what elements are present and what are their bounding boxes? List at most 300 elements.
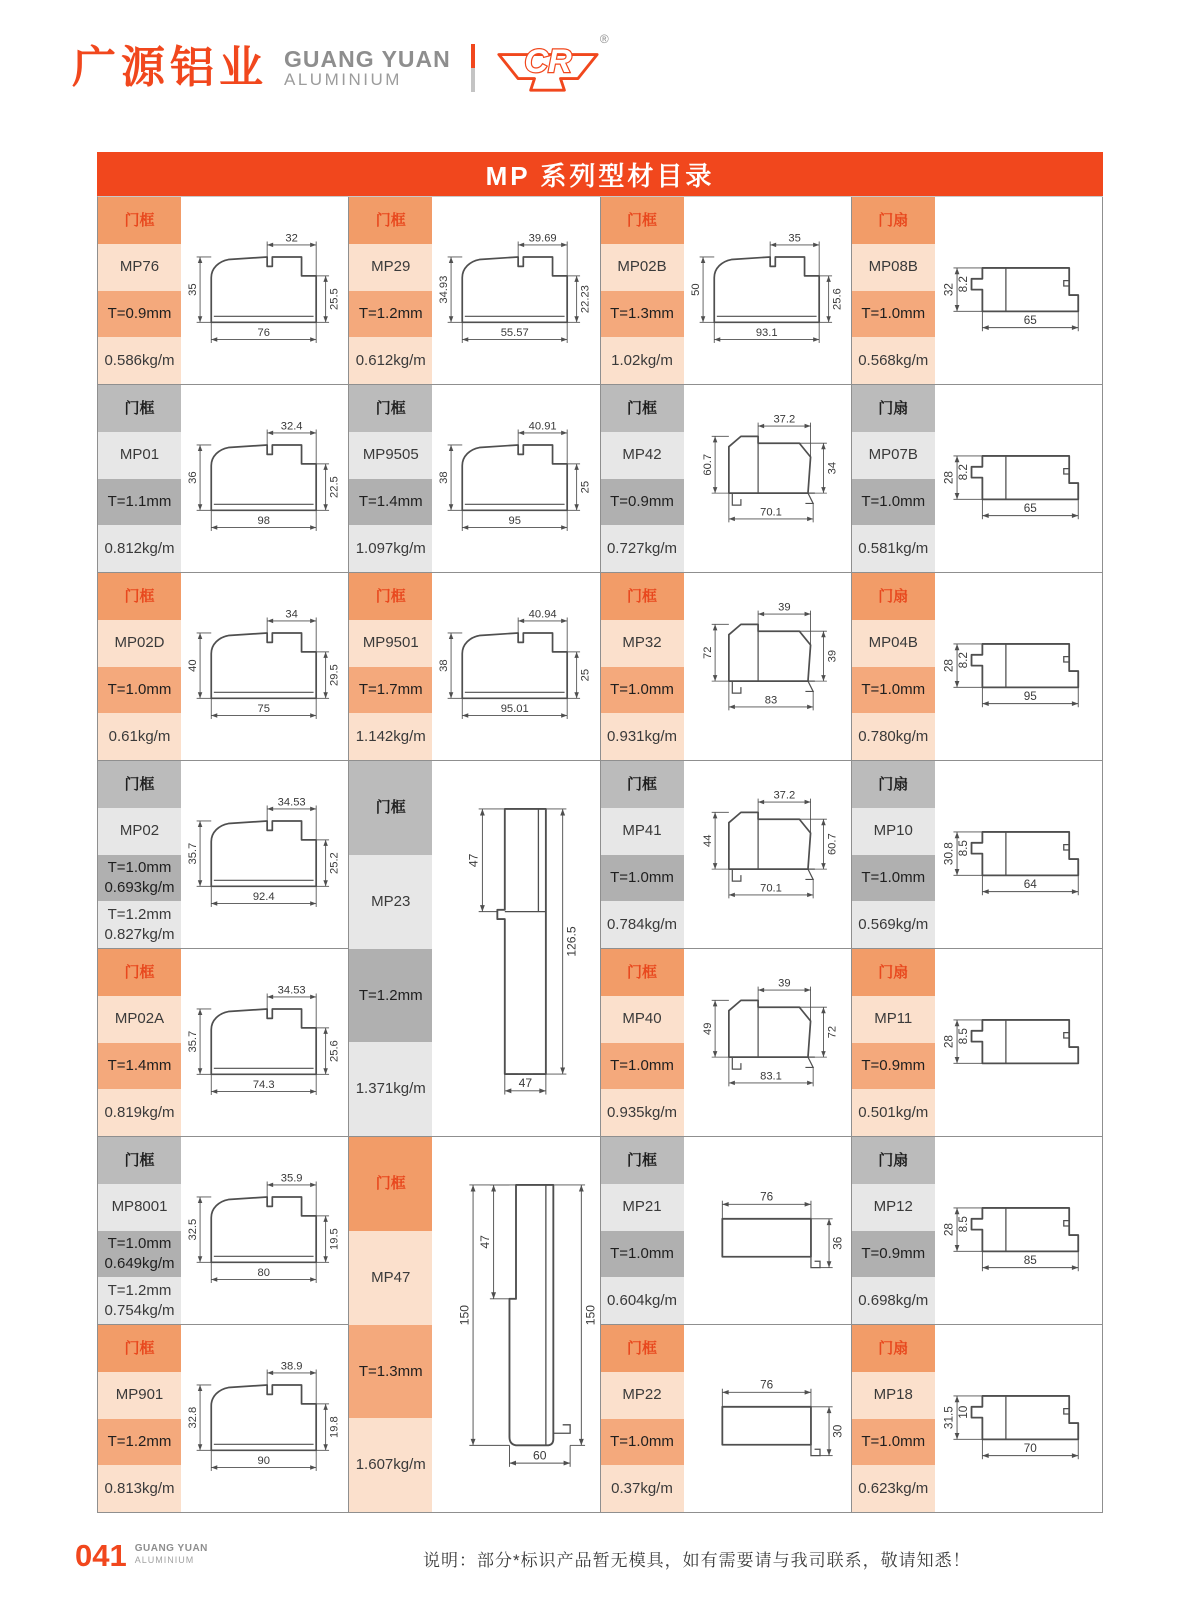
profile-type-label: 门框: [601, 197, 684, 244]
dimension-label: 37.2: [772, 790, 795, 802]
model-code: MP02: [98, 808, 181, 855]
label-column: [852, 1325, 935, 1512]
weight-cell: [601, 713, 684, 760]
footer-brand-name: GUANG YUAN: [134, 1543, 208, 1554]
cell3-line: T=1.4mm: [107, 1057, 172, 1075]
profile-type-label: 门框: [601, 949, 684, 996]
profile-outline: [728, 812, 810, 869]
label-column: [852, 385, 935, 572]
dimension-label: 32.4: [280, 420, 303, 433]
weight-cell: [601, 1089, 684, 1136]
profile-outline: [211, 257, 316, 322]
cell3-line: T=1.3mm: [610, 305, 674, 323]
dimension-label: 25: [579, 668, 592, 682]
model-code: MP23: [349, 855, 432, 949]
cell4-line: 0.698kg/m: [858, 1291, 929, 1309]
cell3-line: T=1.0mm: [610, 1245, 674, 1263]
label-column: [601, 197, 684, 384]
dimension-label: 29.5: [328, 664, 341, 686]
model-code: MP32: [601, 620, 684, 667]
model-code: MP41: [601, 808, 684, 855]
dimension-label: 10: [956, 1405, 970, 1419]
label-column: [98, 761, 181, 948]
model-code: MP40: [601, 996, 684, 1043]
brand-logo-chinese: 广源铝业: [72, 43, 268, 92]
profile-cross-section: [684, 790, 852, 919]
label-column: [601, 761, 684, 948]
thickness-cell: [852, 479, 935, 526]
cell3-line: T=1.2mm: [358, 986, 423, 1004]
profile-cross-section: [935, 803, 1103, 907]
thickness-cell: [852, 291, 935, 338]
model-code: MP08B: [852, 244, 935, 291]
product-entry-mp32: [601, 573, 852, 761]
product-entry-mp9501: [349, 573, 600, 761]
profile-cross-section: [181, 226, 349, 355]
dimension-label: 90: [257, 1455, 270, 1468]
profile-outline: [714, 257, 819, 322]
dimension-label: 39: [826, 649, 839, 663]
thickness-cell: [601, 855, 684, 902]
cell3-line: 0.649kg/m: [104, 1254, 175, 1272]
model-code: MP04B: [852, 620, 935, 667]
profile-type-label: 门扇: [852, 1325, 935, 1372]
dimension-label: 55.57: [500, 327, 529, 340]
logo-divider: [471, 44, 475, 92]
product-entry-mp02b: [601, 197, 852, 385]
profile-cross-section: [684, 414, 852, 543]
profile-drawing: [432, 573, 600, 760]
weight-cell: [601, 525, 684, 572]
dimension-label: 8.2: [956, 651, 970, 668]
thickness-cell: [601, 1231, 684, 1278]
dimension-label: 70: [1023, 1441, 1037, 1455]
weight-cell: [349, 1042, 432, 1136]
profile-drawing: [935, 197, 1103, 384]
cell3-line: T=1.0mm: [861, 1433, 926, 1451]
cell4-line: 0.754kg/m: [104, 1301, 175, 1319]
cell3-line: T=1.0mm: [861, 493, 926, 511]
profile-cross-section: [684, 1367, 852, 1471]
profile-outline: [971, 267, 1078, 310]
weight-cell: [349, 1418, 432, 1512]
profile-outline: [971, 1395, 1078, 1438]
dimension-label: 92.4: [252, 891, 275, 904]
dimension-label: 65: [1023, 501, 1037, 515]
profile-outline: [211, 821, 316, 886]
thickness-cell: [601, 667, 684, 714]
dimension-label: 32: [285, 232, 298, 245]
profile-cross-section: [181, 602, 349, 731]
dimension-label: 40: [186, 659, 199, 672]
dimension-label: 38: [438, 659, 451, 672]
dimension-label: 93.1: [755, 327, 778, 340]
profile-cross-section: [181, 978, 349, 1107]
cell3-line: 0.693kg/m: [104, 878, 175, 896]
model-code: MP901: [98, 1372, 181, 1419]
profile-type-label: 门框: [601, 385, 684, 432]
profile-drawing: [181, 197, 349, 384]
profile-outline: [211, 1385, 316, 1450]
profile-drawing: [684, 1325, 852, 1512]
thickness-cell: [98, 667, 181, 714]
profile-outline: [728, 1000, 810, 1057]
dimension-label: 34.53: [277, 796, 306, 809]
cell4-line: 1.097kg/m: [355, 539, 426, 557]
cell4-line: 0.819kg/m: [104, 1103, 175, 1121]
dimension-label: 150: [583, 1305, 598, 1326]
dimension-label: 34.53: [277, 984, 306, 997]
cell4-line: 1.371kg/m: [355, 1080, 426, 1098]
profile-type-label: 门框: [98, 573, 181, 620]
profile-drawing: [684, 1137, 852, 1324]
dimension-label: 35: [186, 283, 199, 296]
page-footer: [75, 1540, 1125, 1600]
cell4-line: T=1.2mm: [107, 906, 172, 924]
dimension-label: 47: [518, 1076, 533, 1091]
weight-cell: [852, 525, 935, 572]
cell4-line: 0.604kg/m: [606, 1291, 678, 1309]
footer-brand-subtitle: ALUMINIUM: [134, 1554, 195, 1565]
dimension-label: 22.23: [579, 285, 592, 314]
catalog-title: MP 系列型材目录: [97, 152, 1103, 196]
thickness-cell: [601, 1043, 684, 1090]
profile-type-label: 门框: [601, 761, 684, 808]
label-column: [349, 1137, 432, 1512]
dimension-label: 32: [942, 282, 956, 296]
weight-cell: [601, 337, 684, 384]
weight-cell: [852, 1089, 935, 1136]
product-entry-mp11: [852, 949, 1103, 1137]
dimension-label: 22.5: [328, 476, 341, 498]
weight-cell: [349, 337, 432, 384]
profile-outline: [463, 445, 568, 510]
profile-cross-section: [432, 226, 600, 355]
profile-cross-section: [935, 1367, 1103, 1471]
weight-cell: [98, 1089, 181, 1136]
profile-outline: [510, 1185, 554, 1445]
dimension-label: 76: [759, 1378, 773, 1392]
cell3-line: T=1.0mm: [610, 869, 674, 887]
profile-outline: [728, 624, 810, 681]
dimension-label: 39.69: [528, 232, 557, 245]
profile-cross-section: [935, 427, 1103, 531]
label-column: [98, 385, 181, 572]
dimension-label: 83.1: [759, 1070, 782, 1083]
model-code: MP21: [601, 1184, 684, 1231]
dimension-label: 35: [787, 232, 801, 245]
dimension-label: 98: [257, 515, 270, 528]
cell4-line: T=1.2mm: [107, 1282, 172, 1300]
label-column: [349, 385, 432, 572]
cell4-line: 0.727kg/m: [606, 539, 678, 557]
model-code: MP47: [349, 1231, 432, 1325]
thickness-cell: [601, 479, 684, 526]
thickness-cell: [852, 667, 935, 714]
cell3-line: T=0.9mm: [610, 493, 674, 511]
weight-cell: [98, 901, 181, 948]
cr-letters: CR: [524, 41, 572, 79]
weight-cell: [852, 901, 935, 948]
dimension-label: 31.5: [942, 1405, 956, 1429]
profile-cross-section: [432, 792, 600, 1105]
label-column: [601, 949, 684, 1136]
product-entry-mp9505: [349, 385, 600, 573]
product-entry-mp07b: [852, 385, 1103, 573]
dimension-label: 28: [942, 1222, 956, 1236]
dimension-label: 25.6: [328, 1040, 341, 1062]
cell4-line: 0.931kg/m: [606, 727, 678, 745]
dimension-label: 74.3: [252, 1079, 275, 1092]
cell3-line: T=1.2mm: [358, 305, 423, 323]
dimension-label: 35.7: [186, 1030, 199, 1053]
model-code: MP10: [852, 808, 935, 855]
cell4-line: 0.612kg/m: [355, 351, 426, 369]
dimension-label: 126.5: [564, 926, 579, 957]
profile-type-label: 门框: [601, 573, 684, 620]
profile-cross-section: [684, 602, 852, 731]
dimension-label: 19.8: [328, 1416, 341, 1438]
product-entry-mp02: [98, 761, 349, 949]
cell3-line: T=0.9mm: [861, 1245, 926, 1263]
dimension-label: 95: [508, 515, 522, 528]
weight-cell: [98, 713, 181, 760]
profile-type-label: 门扇: [852, 761, 935, 808]
dimension-label: 60.7: [826, 833, 839, 856]
dimension-label: 32.5: [186, 1218, 199, 1241]
product-entry-mp42: [601, 385, 852, 573]
profile-cross-section: [432, 602, 600, 731]
dimension-label: 36: [186, 471, 199, 484]
cell4-line: 0.61kg/m: [108, 727, 171, 745]
dimension-label: 76: [257, 327, 270, 340]
dimension-label: 75: [257, 703, 270, 716]
profile-type-label: 门框: [349, 1137, 432, 1231]
label-column: [98, 573, 181, 760]
cell3-line: T=1.0mm: [861, 681, 926, 699]
profile-cross-section: [181, 1354, 349, 1483]
product-entry-mp12: [852, 1137, 1103, 1325]
product-entry-mp76: [98, 197, 349, 385]
profile-cross-section: [935, 239, 1103, 343]
label-column: [852, 573, 935, 760]
thickness-cell: [852, 855, 935, 902]
page-number: 041: [75, 1538, 127, 1573]
thickness-cell: [349, 479, 432, 526]
profile-type-label: 门框: [601, 1137, 684, 1184]
profile-drawing: [935, 949, 1103, 1136]
dimension-label: 39: [777, 602, 791, 614]
product-entry-mp41: [601, 761, 852, 949]
cell4-line: 1.142kg/m: [355, 727, 426, 745]
model-code: MP76: [98, 244, 181, 291]
dimension-label: 83: [764, 694, 777, 707]
thickness-cell: [98, 1419, 181, 1466]
dimension-label: 38: [438, 471, 451, 484]
cell4-line: 0.784kg/m: [606, 915, 678, 933]
product-entry-mp901: [98, 1325, 349, 1513]
profile-drawing: [432, 197, 600, 384]
profile-type-label: 门框: [349, 385, 432, 432]
profile-type-label: 门框: [98, 1325, 181, 1372]
profile-outline: [211, 1197, 316, 1262]
dimension-label: 35.7: [186, 842, 199, 865]
cell3-line: T=1.0mm: [107, 1235, 172, 1253]
profile-cross-section: [935, 991, 1103, 1095]
dimension-label: 28: [942, 470, 956, 484]
dimension-label: 32.8: [186, 1406, 199, 1429]
model-code: MP42: [601, 432, 684, 479]
profile-drawing: [935, 761, 1103, 948]
label-column: [601, 1137, 684, 1324]
profile-drawing: [684, 385, 852, 572]
profile-cross-section: [935, 1179, 1103, 1283]
cell3-line: T=1.1mm: [107, 493, 172, 511]
weight-cell: [349, 713, 432, 760]
profile-type-label: 门扇: [852, 1137, 935, 1184]
dimension-label: 72: [701, 646, 714, 659]
dimension-label: 39: [777, 978, 791, 990]
profile-type-label: 门框: [601, 1325, 684, 1372]
weight-cell: [601, 901, 684, 948]
dimension-label: 60.7: [701, 453, 714, 476]
dimension-label: 95: [1023, 689, 1037, 703]
cell4-line: 0.586kg/m: [104, 351, 175, 369]
cell3-line: T=1.2mm: [107, 1433, 172, 1451]
cell3-line: T=0.9mm: [107, 305, 172, 323]
footer-note: 说明：部分*标识产品暂无模具，如有需要请与我司联系，敬请知悉！: [423, 1551, 971, 1570]
label-column: [98, 949, 181, 1136]
dimension-label: 60: [533, 1448, 547, 1463]
thickness-cell: [98, 1043, 181, 1090]
cell3-line: T=1.0mm: [610, 681, 674, 699]
cell4-line: 0.568kg/m: [858, 351, 929, 369]
model-code: MP29: [349, 244, 432, 291]
cell4-line: 1.607kg/m: [355, 1456, 426, 1474]
profile-type-label: 门框: [98, 761, 181, 808]
label-column: [852, 761, 935, 948]
profile-drawing: [684, 949, 852, 1136]
thickness-cell: [98, 479, 181, 526]
cell4-line: 0.569kg/m: [858, 915, 929, 933]
profile-drawing: [181, 1325, 349, 1512]
profile-cross-section: [684, 1179, 852, 1283]
weight-cell: [98, 1277, 181, 1324]
cell3-line: T=1.4mm: [358, 493, 423, 511]
label-column: [601, 573, 684, 760]
product-entry-mp08b: [852, 197, 1103, 385]
product-entry-mp18: [852, 1325, 1103, 1513]
model-code: MP8001: [98, 1184, 181, 1231]
dimension-label: 65: [1023, 313, 1037, 327]
model-code: MP9505: [349, 432, 432, 479]
brand-subtitle-en: ALUMINIUM: [284, 70, 402, 90]
profile-outline: [211, 445, 316, 510]
profile-drawing: [935, 1137, 1103, 1324]
profile-type-label: 门框: [98, 385, 181, 432]
profile-outline: [971, 1019, 1078, 1062]
dimension-label: 37.2: [772, 414, 795, 426]
profile-outline: [971, 455, 1078, 498]
dimension-label: 34: [826, 461, 839, 475]
model-code: MP18: [852, 1372, 935, 1419]
model-code: MP02B: [601, 244, 684, 291]
profile-outline: [971, 643, 1078, 686]
label-column: [98, 197, 181, 384]
thickness-cell: [98, 855, 181, 902]
profile-type-label: 门扇: [852, 197, 935, 244]
cell3-line: T=1.0mm: [861, 869, 926, 887]
dimension-label: 28: [942, 658, 956, 672]
dimension-label: 150: [457, 1305, 472, 1326]
cell3-line: T=1.3mm: [358, 1362, 423, 1380]
profile-drawing: [181, 385, 349, 572]
dimension-label: 72: [826, 1025, 839, 1039]
product-entry-mp04b: [852, 573, 1103, 761]
thickness-cell: [349, 667, 432, 714]
label-column: [601, 385, 684, 572]
dimension-label: 8.5: [956, 839, 970, 856]
label-column: [601, 1325, 684, 1512]
dimension-label: 8.2: [956, 463, 970, 480]
thickness-cell: [349, 1325, 432, 1419]
cell4-line: 0.581kg/m: [858, 539, 929, 557]
dimension-label: 40.94: [528, 608, 557, 621]
dimension-label: 40.91: [528, 420, 557, 433]
profile-type-label: 门框: [349, 197, 432, 244]
product-entry-mp40: [601, 949, 852, 1137]
profile-type-label: 门框: [349, 761, 432, 855]
cell3-line: T=1.0mm: [610, 1433, 674, 1451]
profile-outline: [463, 257, 568, 322]
dimension-label: 38.9: [280, 1360, 303, 1373]
thickness-cell: [852, 1231, 935, 1278]
label-column: [349, 197, 432, 384]
profile-type-label: 门扇: [852, 573, 935, 620]
weight-cell: [852, 1277, 935, 1324]
profile-type-label: 门框: [98, 197, 181, 244]
dimension-label: 30.8: [942, 841, 956, 865]
label-column: [852, 1137, 935, 1324]
cell4-line: 0.813kg/m: [104, 1479, 175, 1497]
dimension-label: 30: [831, 1424, 845, 1438]
profile-type-label: 门扇: [852, 385, 935, 432]
thickness-cell: [601, 1419, 684, 1466]
cell4-line: 0.812kg/m: [104, 539, 175, 557]
weight-cell: [852, 337, 935, 384]
dimension-label: 85: [1023, 1253, 1037, 1267]
label-column: [98, 1325, 181, 1512]
cell4-line: 1.02kg/m: [611, 351, 673, 369]
profile-drawing: [181, 949, 349, 1136]
profile-cross-section: [181, 414, 349, 543]
product-entry-mp22: [601, 1325, 852, 1513]
profile-outline: [722, 1218, 811, 1256]
profile-cross-section: [432, 1168, 600, 1481]
weight-cell: [601, 1277, 684, 1324]
dimension-label: 34: [285, 608, 298, 621]
profile-cross-section: [181, 790, 349, 919]
thickness-cell: [601, 291, 684, 338]
weight-cell: [98, 1465, 181, 1512]
model-code: MP01: [98, 432, 181, 479]
profile-cross-section: [684, 978, 852, 1107]
product-entry-mp02d: [98, 573, 349, 761]
dimension-label: 80: [257, 1267, 270, 1280]
profile-drawing: [432, 761, 600, 1136]
dimension-label: 25.5: [328, 288, 341, 310]
cell3-line: T=1.0mm: [861, 305, 926, 323]
